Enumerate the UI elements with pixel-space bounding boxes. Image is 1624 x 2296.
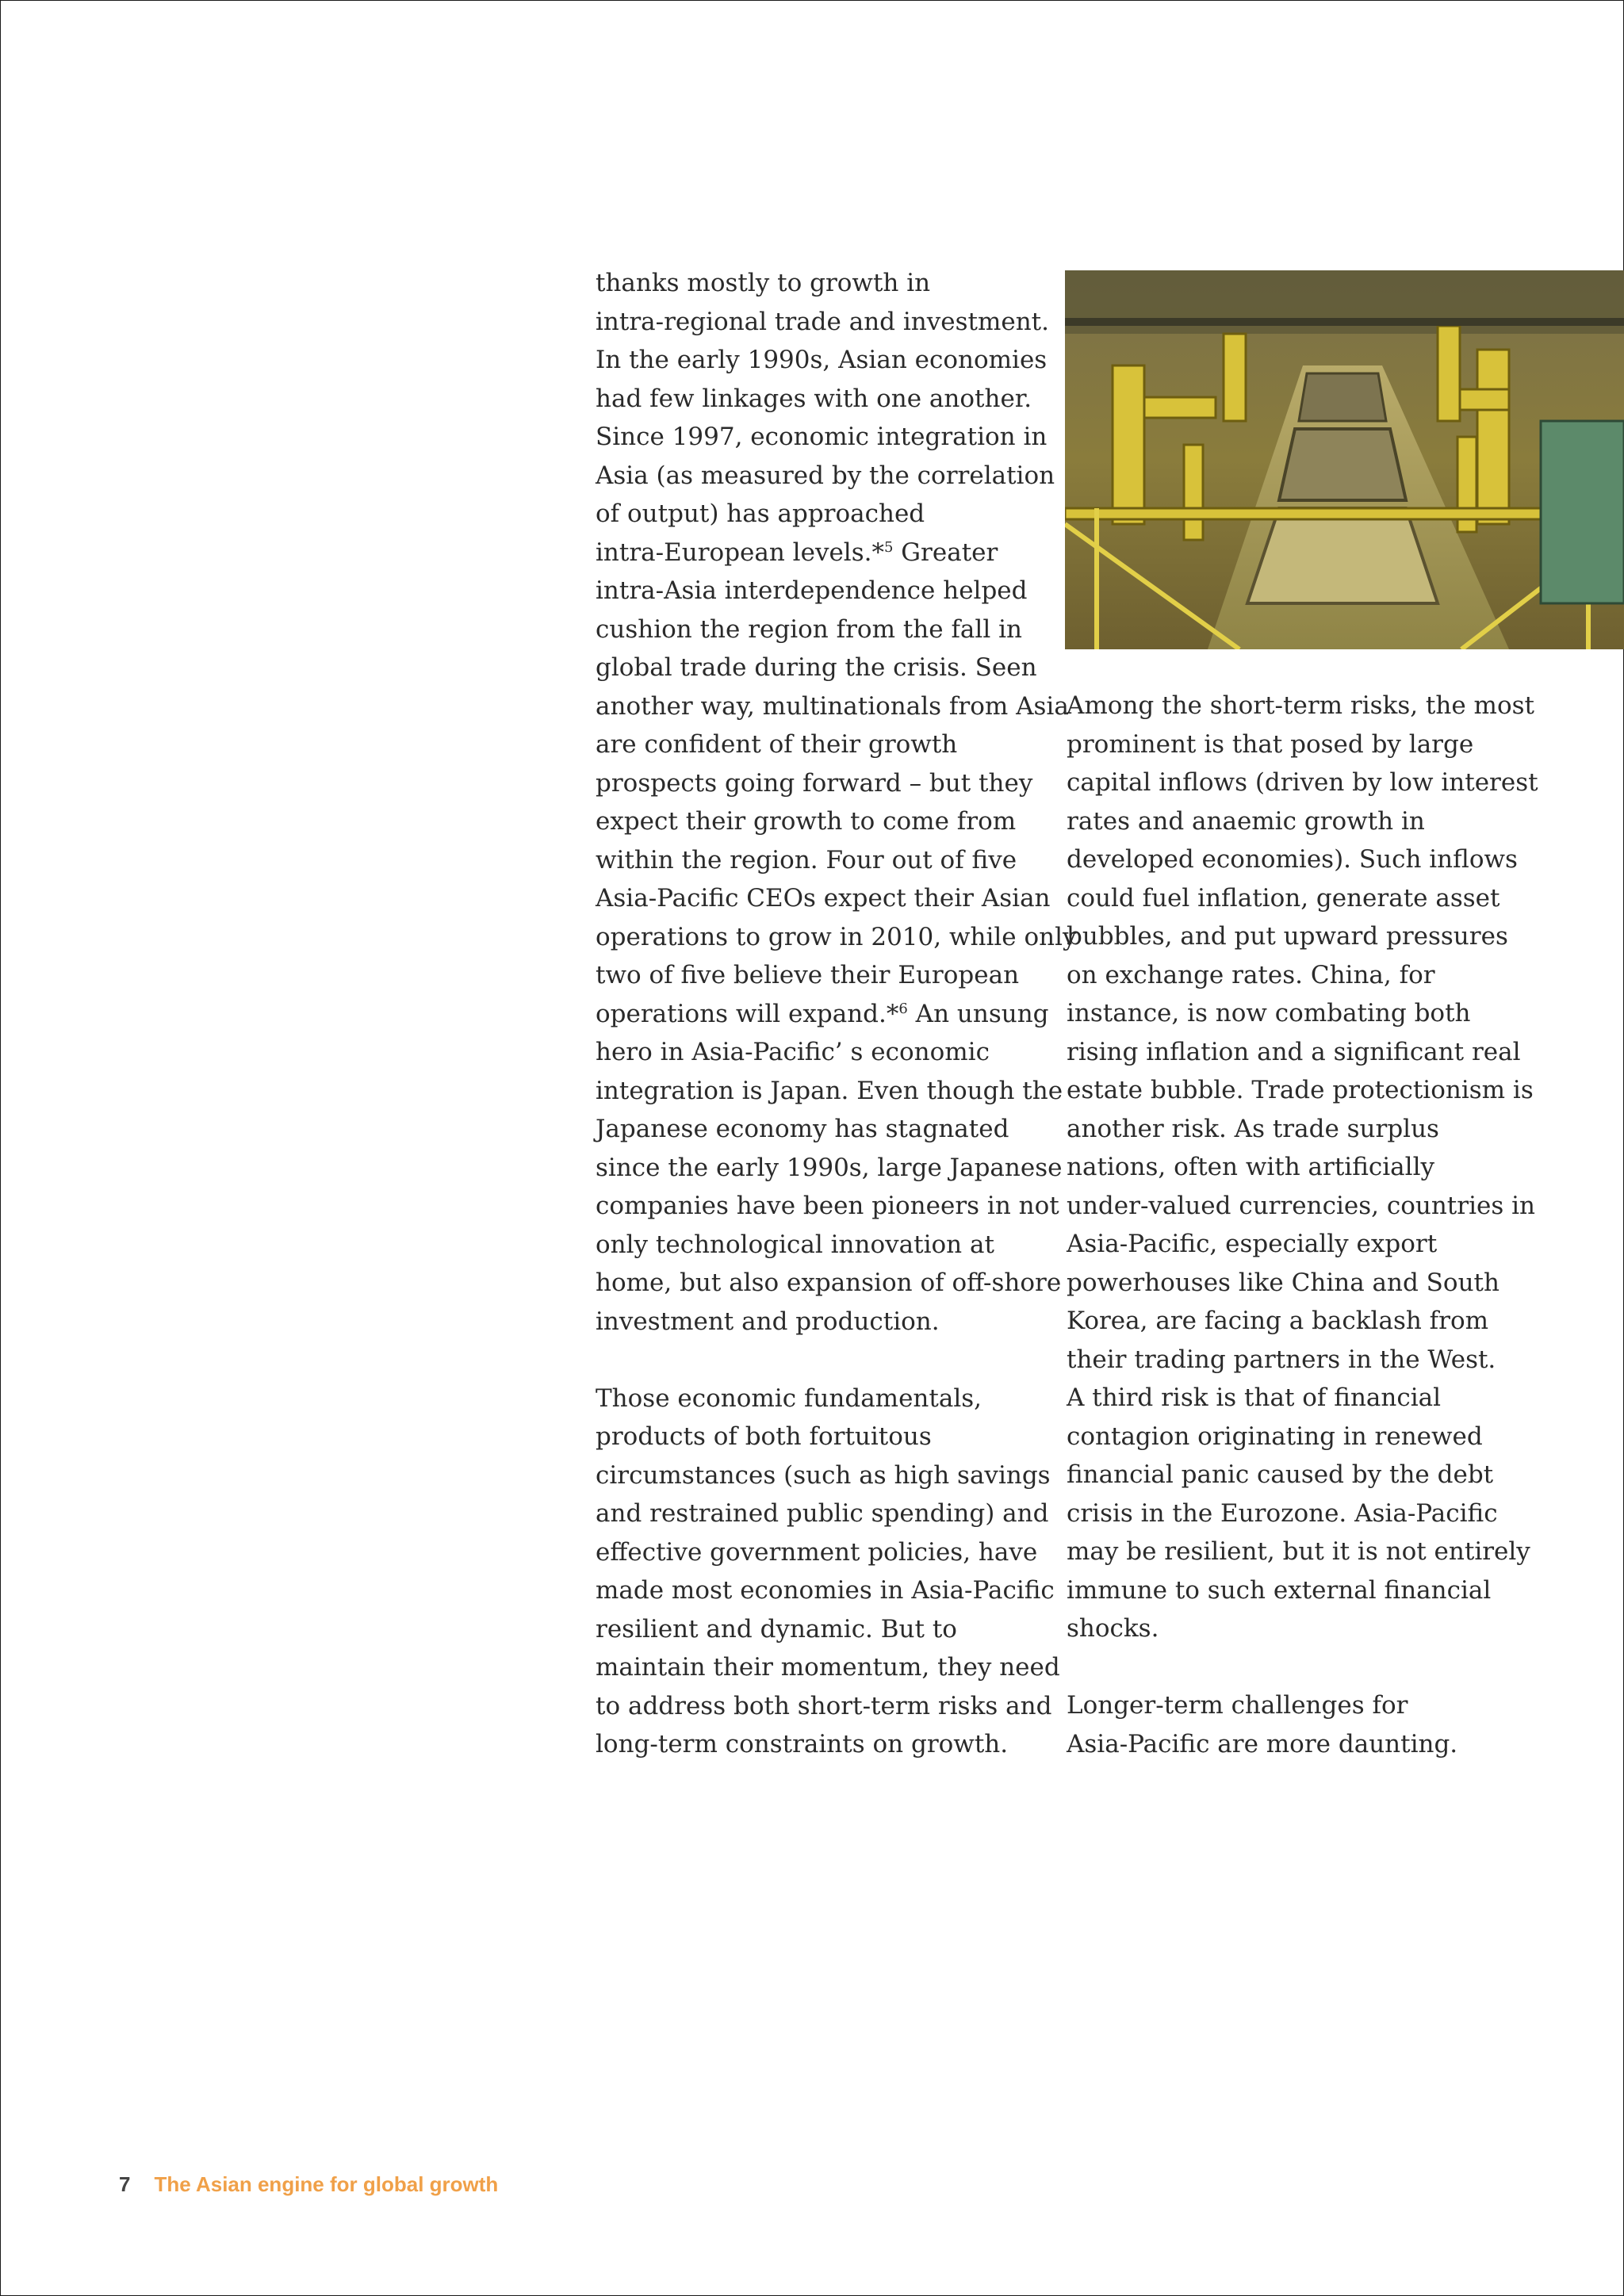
paragraph-gap bbox=[596, 1341, 1040, 1380]
right-column bbox=[1067, 687, 1574, 1763]
text-line: contagion originating in renewed bbox=[1067, 1422, 1483, 1451]
text-line: financial panic caused by the debt bbox=[1067, 1460, 1494, 1489]
text-line: circumstances (such as high savings bbox=[596, 1460, 1051, 1490]
text-line: prospects going forward – but they bbox=[596, 768, 1033, 798]
footer-title: The Asian engine for global growth bbox=[154, 2172, 499, 2196]
text-line: thanks mostly to growth in bbox=[596, 269, 931, 297]
text-line: Those economic fundamentals, bbox=[596, 1383, 982, 1413]
paragraph-gap bbox=[1067, 1648, 1574, 1687]
text-line: long-term constraints on growth. bbox=[596, 1730, 1009, 1758]
text-line: two of five believe their European bbox=[596, 961, 1020, 989]
text-line: Asia (as measured by the correlation bbox=[596, 461, 1055, 490]
text-line: immune to such external financial bbox=[1067, 1575, 1492, 1605]
text-line: developed economies). Such inflows bbox=[1067, 845, 1518, 874]
text-line: on exchange rates. China, for bbox=[1067, 960, 1435, 989]
text-line: are confident of their growth bbox=[596, 730, 958, 759]
text-line: under-valued currencies, countries in bbox=[1067, 1191, 1535, 1220]
text-line: bubbles, and put upward pressures bbox=[1067, 922, 1508, 951]
text-line: prominent is that posed by large bbox=[1067, 729, 1474, 759]
text-line: Since 1997, economic integration in bbox=[596, 423, 1048, 451]
text-line: rates and anaemic growth in bbox=[1067, 806, 1425, 836]
text-line: within the region. Four out of five bbox=[596, 845, 1017, 874]
text-line: cushion the region from the fall in bbox=[596, 614, 1022, 644]
left-paragraph-1 bbox=[596, 264, 1077, 1341]
text-line: Asia-Pacific, especially export bbox=[1067, 1230, 1438, 1258]
text-segment: An unsung bbox=[907, 999, 1049, 1028]
text-line: products of both fortuitous bbox=[596, 1422, 932, 1451]
text-line: Korea, are facing a backlash from bbox=[1067, 1307, 1489, 1335]
text-line: another risk. As trade surplus bbox=[1067, 1114, 1439, 1143]
text-line: A third risk is that of financial bbox=[1067, 1383, 1442, 1412]
text-line: to address both short-term risks and bbox=[596, 1691, 1052, 1720]
text-line: and restrained public spending) and bbox=[596, 1499, 1049, 1528]
text-line: global trade during the crisis. Seen bbox=[596, 653, 1037, 682]
text-line: instance, is now combating both bbox=[1067, 999, 1471, 1027]
text-line: another way, multinationals from Asia bbox=[596, 691, 1069, 721]
text-line: investment and production. bbox=[596, 1307, 940, 1336]
text-line: could fuel inflation, generate asset bbox=[1067, 883, 1500, 913]
text-line: maintain their momentum, they need bbox=[596, 1653, 1060, 1682]
text-line: their trading partners in the West. bbox=[1067, 1345, 1496, 1374]
text-line: powerhouses like China and South bbox=[1067, 1268, 1500, 1297]
text-line: Asia-Pacific CEOs expect their Asian bbox=[596, 884, 1051, 913]
text-line: In the early 1990s, Asian economies bbox=[596, 346, 1048, 374]
left-paragraph-2 bbox=[596, 1380, 1060, 1764]
left-column bbox=[596, 264, 1077, 1764]
page-number: 7 bbox=[119, 2172, 131, 2196]
text-line: shocks. bbox=[1067, 1614, 1159, 1643]
text-line: had few linkages with one another. bbox=[596, 384, 1032, 413]
text-line: integration is Japan. Even though the bbox=[596, 1076, 1063, 1105]
text-segment: intra-European levels.* bbox=[596, 538, 884, 567]
footnote-marker: 6 bbox=[898, 1000, 908, 1017]
text-line: rising inflation and a significant real bbox=[1067, 1037, 1521, 1066]
text-line bbox=[596, 534, 1040, 572]
text-line: may be resilient, but it is not entirely bbox=[1067, 1537, 1530, 1566]
text-line: only technological innovation at bbox=[596, 1230, 994, 1259]
text-line bbox=[596, 995, 1049, 1034]
text-segment: Greater bbox=[893, 538, 998, 567]
text-line: operations to grow in 2010, while only bbox=[596, 922, 1077, 951]
text-line: made most economies in Asia-Pacific bbox=[596, 1576, 1055, 1605]
text-line: hero in Asia-Pacific’ s economic bbox=[596, 1038, 990, 1066]
factory-assembly-line-photo bbox=[1065, 270, 1624, 649]
footnote-marker: 5 bbox=[883, 538, 894, 556]
text-line: resilient and dynamic. But to bbox=[596, 1614, 957, 1644]
text-line: intra-Asia interdependence helped bbox=[596, 576, 1028, 605]
text-line: Among the short-term risks, the most bbox=[1067, 691, 1534, 720]
text-line: Longer-term challenges for bbox=[1067, 1691, 1408, 1720]
text-line: nations, often with artificially bbox=[1067, 1153, 1435, 1181]
text-line: of output) has approached bbox=[596, 499, 925, 528]
text-line: Asia-Pacific are more daunting. bbox=[1067, 1729, 1458, 1758]
right-paragraph-2 bbox=[1067, 1686, 1574, 1763]
assembly-line-illustration bbox=[1065, 270, 1624, 649]
text-line: Japanese economy has stagnated bbox=[596, 1115, 1009, 1143]
page-footer bbox=[119, 2172, 498, 2197]
text-line: expect their growth to come from bbox=[596, 807, 1017, 836]
text-line: since the early 1990s, large Japanese bbox=[596, 1153, 1063, 1182]
text-line: intra-regional trade and investment. bbox=[596, 307, 1049, 336]
text-line: estate bubble. Trade protectionism is bbox=[1067, 1076, 1534, 1104]
text-line: crisis in the Eurozone. Asia-Pacific bbox=[1067, 1498, 1498, 1528]
text-line: companies have been pioneers in not bbox=[596, 1192, 1059, 1220]
text-line: capital inflows (driven by low interest bbox=[1067, 768, 1538, 797]
text-line: effective government policies, have bbox=[596, 1537, 1038, 1567]
text-segment: operations will expand.* bbox=[596, 999, 899, 1028]
right-paragraph-1 bbox=[1067, 687, 1574, 1648]
text-line: home, but also expansion of off-shore bbox=[596, 1269, 1062, 1297]
